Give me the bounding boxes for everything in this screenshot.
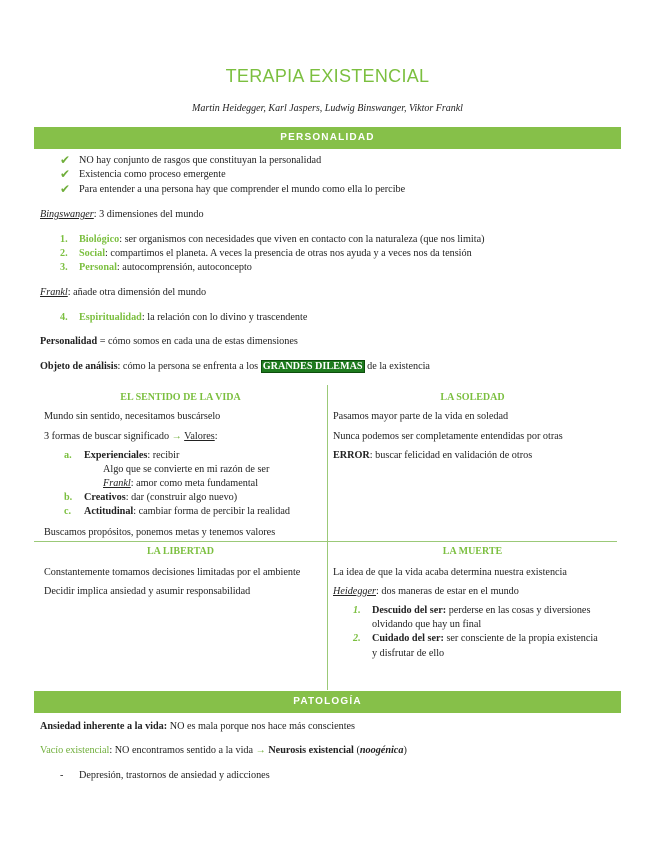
dimension-item [79,234,485,245]
valor-desc: : dar (construir algo nuevo) [125,492,238,503]
dimension-desc: : la relación con lo divino y trascendente [141,312,308,323]
frankl-rest: : añade otra dimensión del mundo [67,287,207,298]
valor-item [84,492,237,503]
muerte-item [372,633,598,644]
error-term: ERROR [333,450,370,461]
valor-item [84,506,290,517]
personalidad-definition [40,336,298,347]
muerte-item-cont: y disfrutar de ello [372,648,445,659]
valor-subline: Algo que se convierte en mi razón de ser [103,464,270,475]
list-letter: b. [64,492,73,503]
soledad-error [333,450,532,461]
section-banner-personalidad: PERSONALIDAD [34,127,621,149]
valor-item [84,450,179,461]
check-icon: ✔ [60,153,71,167]
dimension-term: Espiritualidad [79,312,142,323]
authors-line: Martin Heidegger, Karl Jaspers, Ludwig Binswanger, Viktor Frankl [192,103,463,114]
muerte-item [372,605,590,616]
heading-soledad: LA SOLEDAD [440,392,505,403]
vacio-term: Vacío existencial [40,745,110,756]
heading-libertad: LA LIBERTAD [147,546,214,557]
ansiedad-term: Ansiedad inherente a la vida: [40,721,168,732]
dimension-term: Personal [79,262,117,273]
dimension-item [79,312,307,323]
objeto-analisis [40,361,430,372]
heading-sentido-vida: EL SENTIDO DE LA VIDA [120,392,241,403]
sentido-footer: Buscamos propósitos, ponemos metas y tenemos valores [44,527,276,538]
neurosis-term: Neurosis existencial [268,745,354,756]
sentido-line2-pre: 3 formas de buscar significado [44,431,172,442]
frankl-name: Frankl [103,478,131,489]
frankl-name: Frankl [40,287,68,298]
dimension-desc: : autocomprensión, autoconcepto [116,262,252,273]
list-number: 1. [60,234,68,245]
arrow-right-icon: → [171,431,182,442]
sentido-line2-post: : [214,431,218,442]
dimension-desc: : ser organismos con necesidades que viven en contacto con la naturaleza (que nos limita) [119,234,485,245]
soledad-line: Pasamos mayor parte de la vida en soledad [333,411,509,422]
dimension-term: Biológico [79,234,120,245]
table-divider-vertical [327,385,328,690]
muerte-heidegger [333,586,519,597]
list-letter: c. [64,506,72,517]
libertad-line: Decidir implica ansiedad y asumir responsabilidad [44,586,251,597]
valores-label: Valores [184,431,215,442]
dimension-desc: : compartimos el planeta. A veces la presencia de otras nos ayuda y a veces nos da tensión [105,248,472,259]
libertad-line: Constantemente tomamos decisiones limitadas por el ambiente [44,567,301,578]
sentido-line [44,431,218,442]
arrow-right-icon: → [255,745,266,756]
valor-desc: : cambiar forma de percibir la realidad [133,506,290,517]
list-number: 2. [353,633,361,644]
list-letter: a. [64,450,72,461]
check-item: NO hay conjunto de rasgos que constituyan la personalidad [79,155,322,166]
neurosis-paren: ( [353,745,360,756]
sentido-line: Mundo sin sentido, necesitamos buscárselo [44,411,221,422]
muerte-term: Descuido del ser: [372,605,447,616]
dimension-term: Social [79,248,106,259]
valor-term: Creativos [84,492,126,503]
check-icon: ✔ [60,182,71,196]
list-number: 4. [60,312,68,323]
muerte-item-cont: olvidando que hay un final [372,619,482,630]
valor-term: Actitudinal [84,506,134,517]
binswanger-name: Bingswanger [40,209,94,220]
section-banner-patologia: PATOLOGÍA [34,691,621,713]
list-number: 1. [353,605,361,616]
valor-term: Experienciales [84,450,148,461]
document-title: TERAPIA EXISTENCIAL [225,66,430,86]
frankl-line [40,287,206,298]
muerte-desc: perderse en las cosas y diversiones [446,605,591,616]
noogenica-term: noogénica [359,745,404,756]
objeto-post: de la existencia [364,361,430,372]
vacio-line [40,745,407,756]
ansiedad-desc: NO es mala porque nos hace más conscientes [167,721,356,732]
check-item: Para entender a una persona hay que comprender el mundo como ella lo percibe [79,184,406,195]
binswanger-rest: : 3 dimensiones del mundo [93,209,204,220]
personalidad-desc: = cómo somos en cada una de estas dimensiones [97,336,298,347]
heidegger-name: Heidegger [333,586,376,597]
vacio-mid: : NO encontramos sentido a la vida [109,745,256,756]
list-number: 2. [60,248,68,259]
patologia-bullet: Depresión, trastornos de ansiedad y adicciones [79,770,270,781]
muerte-line: La idea de que la vida acaba determina nuestra existencia [333,567,567,578]
dimension-item [79,262,252,273]
dash-bullet: - [60,770,64,781]
check-icon: ✔ [60,167,71,181]
error-desc: : buscar felicidad en validación de otros [369,450,533,461]
dimension-item [79,248,472,259]
list-number: 3. [60,262,68,273]
ansiedad-line [40,721,355,732]
table-divider-horizontal [34,541,617,542]
valor-subline-rest: : amor como meta fundamental [130,478,259,489]
soledad-line: Nunca podemos ser completamente entendidas por otras [333,431,563,442]
binswanger-line [40,209,204,220]
muerte-term: Cuidado del ser: [372,633,444,644]
grandes-dilemas-highlight: GRANDES DILEMAS [262,361,363,372]
personalidad-term: Personalidad [40,336,98,347]
objeto-pre: : cómo la persona se enfrenta a los [117,361,261,372]
valor-desc: : recibir [147,450,180,461]
heading-muerte: LA MUERTE [442,546,503,557]
neurosis-paren: ) [403,745,407,756]
valor-subline [103,478,258,489]
muerte-desc: ser consciente de la propia existencia [443,633,598,644]
heidegger-rest: : dos maneras de estar en el mundo [376,586,519,597]
objeto-term: Objeto de análisis [40,361,118,372]
check-item: Existencia como proceso emergente [79,169,226,180]
